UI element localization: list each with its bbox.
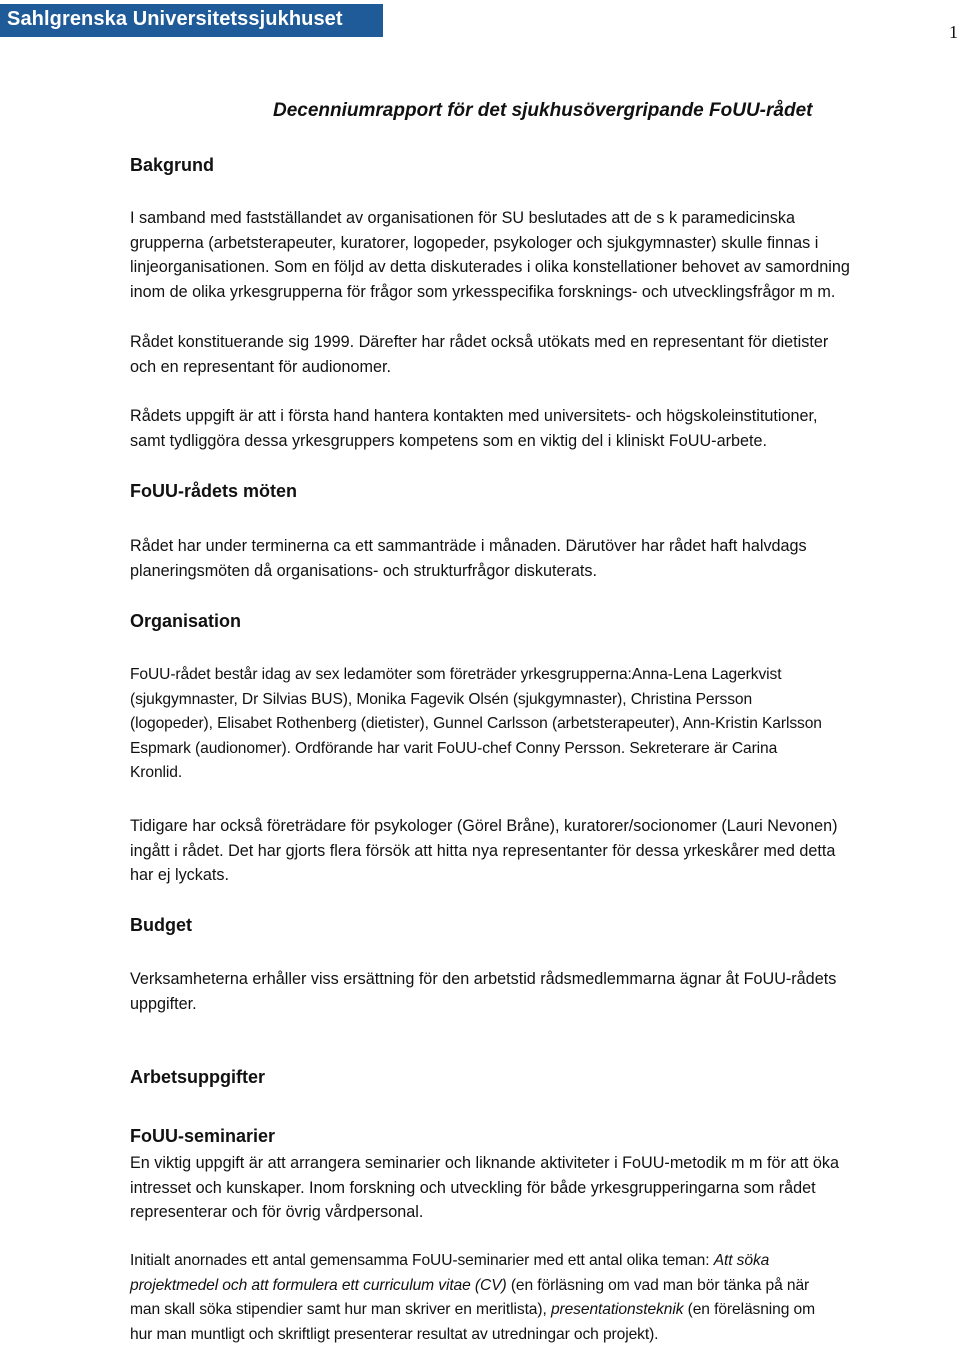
paragraph-bakgrund-3 [130,404,960,453]
text-line: ingått i rådet. Det har gjorts flera försök att hitta nya representanter för dessa yrkeskårer med detta [130,841,836,860]
paragraph-budget [130,967,960,1016]
paragraph-seminars-1 [130,1151,960,1225]
page-number: 1 [949,22,958,42]
heading-budget: Budget [130,915,192,935]
text-line: Rådet har under terminerna ca ett sammanträde i månaden. Därutöver har rådet haft halvdags [130,537,807,555]
text-line: I samband med fastställandet av organisationen för SU beslutades att de s k paramedicinska [130,209,795,227]
text-span: (en föreläsning om [683,1301,815,1319]
text-line: (logopeder), Elisabet Rothenberg (dietister), Gunnel Carlsson (arbetsterapeuter), Ann-Kristin Karlsson [130,715,822,733]
paragraph-bakgrund-1 [130,206,960,304]
text-line: inom de olika yrkesgrupperna för frågor som yrkesspecifika forsknings- och utvecklingsfrågor m m. [130,282,836,301]
text-line: uppgifter. [130,994,197,1013]
text-line: och en representant för audionomer. [130,357,391,376]
text-line [130,1298,960,1323]
text-span: Initialt anornades ett antal gemensamma FoUU-seminarier med ett antal olika teman: [130,1252,714,1269]
paragraph-bakgrund-2 [130,330,960,379]
text-line: Kronlid. [130,764,183,782]
paragraph-seminars-2 [130,1249,960,1347]
text-span: (en förläsning om vad man bör tänka på när [506,1276,810,1294]
text-line: planeringsmöten då organisations- och strukturfrågor diskuterats. [130,561,597,580]
paragraph-organisation-2 [130,814,960,888]
text-line: representerar och för övrig vårdpersonal. [130,1203,424,1222]
text-line: En viktig uppgift är att arrangera seminarier och liknande aktiviteter i FoUU-metodik m m för att öka [130,1154,839,1172]
emphasis-text: projektmedel och att formulera ett curriculum vitae (CV) [130,1276,507,1294]
paragraph-meetings [130,534,960,583]
text-line: (sjukgymnaster, Dr Silvias BUS), Monika Fagevik Olsén (sjukgymnaster), Christina Persson [130,690,753,708]
paragraph-organisation-1 [130,663,960,786]
text-span: man skall söka stipendier samt hur man skriver en meritlista), [130,1301,551,1319]
text-line: Verksamheterna erhåller viss ersättning för den arbetstid rådsmedlemmarna ägnar åt FoUU-rådets [130,970,837,988]
text-line [130,1274,960,1299]
text-line: Tidigare har också företrädare för psykologer (Görel Bråne), kuratorer/socionomer (Lauri Nevonen) [130,817,838,835]
emphasis-text: Att söka [713,1252,770,1269]
heading-arbetsuppgifter: Arbetsuppgifter [130,1067,265,1087]
text-line: linjeorganisationen. Som en följd av detta diskuterades i olika konstellationer behovet av samordning [130,258,850,277]
text-line: samt tydliggöra dessa yrkesgruppers kompetens som en viktig del i kliniskt FoUU-arbete. [130,431,767,450]
text-line: Espmark (audionomer). Ordförande har varit FoUU-chef Conny Persson. Sekreterare är Carina [130,739,778,757]
text-line: hur man muntligt och skriftligt presenterar resultat av utredningar och projekt). [130,1325,659,1343]
text-line: intresset och kunskaper. Inom forskning och utveckling för både yrkesgrupperingarna som rådet [130,1178,816,1197]
heading-meetings: FoUU-rådets möten [130,481,298,501]
text-line: FoUU-rådet består idag av sex ledamöter som företräder yrkesgrupperna:Anna-Lena Lagerkvist [130,666,782,683]
emphasis-text: presentationsteknik [550,1301,684,1319]
text-line: har ej lyckats. [130,866,229,885]
heading-organisation: Organisation [130,611,242,631]
hospital-logo-banner [0,4,383,37]
heading-bakgrund: Bakgrund [130,155,215,175]
hospital-logo-text: Sahlgrenska Universitetssjukhuset [7,8,343,30]
text-line: Rådets uppgift är att i första hand hantera kontakten med universitets- och högskoleinstitutioner, [130,407,818,425]
text-line: Rådet konstituerande sig 1999. Därefter har rådet också utökats med en representant för dietister [130,333,829,351]
text-line: grupperna (arbetsterapeuter, kuratorer, logopeder, psykologer och sjukgymnaster) skulle finnas i [130,233,819,252]
text-line [130,1249,960,1274]
heading-seminars: FoUU-seminarier [130,1126,276,1146]
document-title: Decenniumrapport för det sjukhusövergripande FoUU-rådet [273,100,813,121]
